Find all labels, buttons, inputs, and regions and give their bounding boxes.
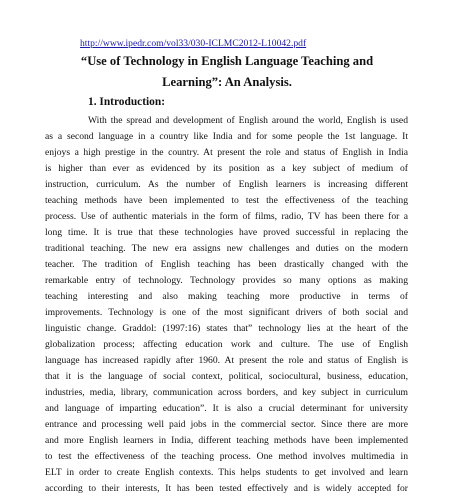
- paragraph-line: teaching methods have been implemented to test the effectiveness of the teaching: [45, 195, 408, 207]
- paragraph-line: globalization process; affecting education work and culture. The use of English: [45, 339, 408, 351]
- section-heading: 1. Introduction:: [88, 96, 166, 108]
- paragraph-line: enjoys a high prestige in the country. At present the role and status of English in India: [45, 147, 408, 159]
- paragraph-line: to test the effectiveness of the teaching process. One method involves multimedia in: [45, 451, 408, 463]
- paper-title-line-1: “Use of Technology in English Language Teaching and: [80, 54, 374, 68]
- paper-title: [40, 51, 414, 93]
- paragraph-line: linguistic change. Graddol: (1997:16) states that” technology lies at the heart of the: [45, 323, 408, 335]
- paragraph-line: as a second language in a country like India and for some people the 1st language. It: [45, 131, 408, 143]
- paragraph-line: process. Use of authentic materials in the form of films, radio, TV has been there for a: [45, 211, 408, 223]
- source-url-link[interactable]: http://www.ipedr.com/vol33/030-ICLMC2012-L10042.pdf: [80, 38, 307, 49]
- paragraph-line: teaching interesting and also making teaching more productive in terms of: [45, 291, 408, 303]
- paragraph-line: instruction, curriculum. As the number of English learners is increasing different: [45, 179, 408, 191]
- introduction-paragraph: [45, 113, 408, 497]
- paragraph-line: industries, media, library, communication across borders, and key subject in curriculum: [45, 387, 408, 399]
- paragraph-line: traditional teaching. The new era assigns new challenges and duties on the modern: [45, 243, 408, 255]
- paragraph-line: long time. It is true that these technologies have proved successful in replacing the: [45, 227, 408, 239]
- paragraph-line: entrance and processing well paid jobs in the commercial sector. Since there are more: [45, 419, 408, 431]
- paragraph-line: is higher than ever as evidenced by its position as a key subject of medium of: [45, 163, 408, 175]
- paragraph-line: teacher. The tradition of English teaching has been drastically changed with the: [45, 259, 408, 271]
- paragraph-line: and more English learners in India, different teaching methods have been implemented: [45, 435, 408, 447]
- paragraph-line: remarkable entry of technology. Technology provides so many options as making: [45, 275, 408, 287]
- paragraph-line: With the spread and development of English around the world, English is used: [88, 115, 408, 126]
- paragraph-line: improvements. Technology is one of the most significant drivers of both social and: [45, 307, 408, 319]
- paragraph-line: that it is the language of social context, political, sociocultural, business, education,: [45, 371, 408, 383]
- paragraph-line: language has increased rapidly after 1960. At present the role and status of English is: [45, 355, 408, 367]
- paragraph-line: and language of imparting education”. It is also a crucial determinant for university: [45, 403, 408, 415]
- paper-title-line-2: Learning”: An Analysis.: [162, 75, 292, 89]
- paragraph-line: according to their interests, It has been tested effectively and is widely accepted for: [45, 483, 408, 495]
- paragraph-line: ELT in order to create English contexts. This helps students to get involved and learn: [45, 467, 408, 479]
